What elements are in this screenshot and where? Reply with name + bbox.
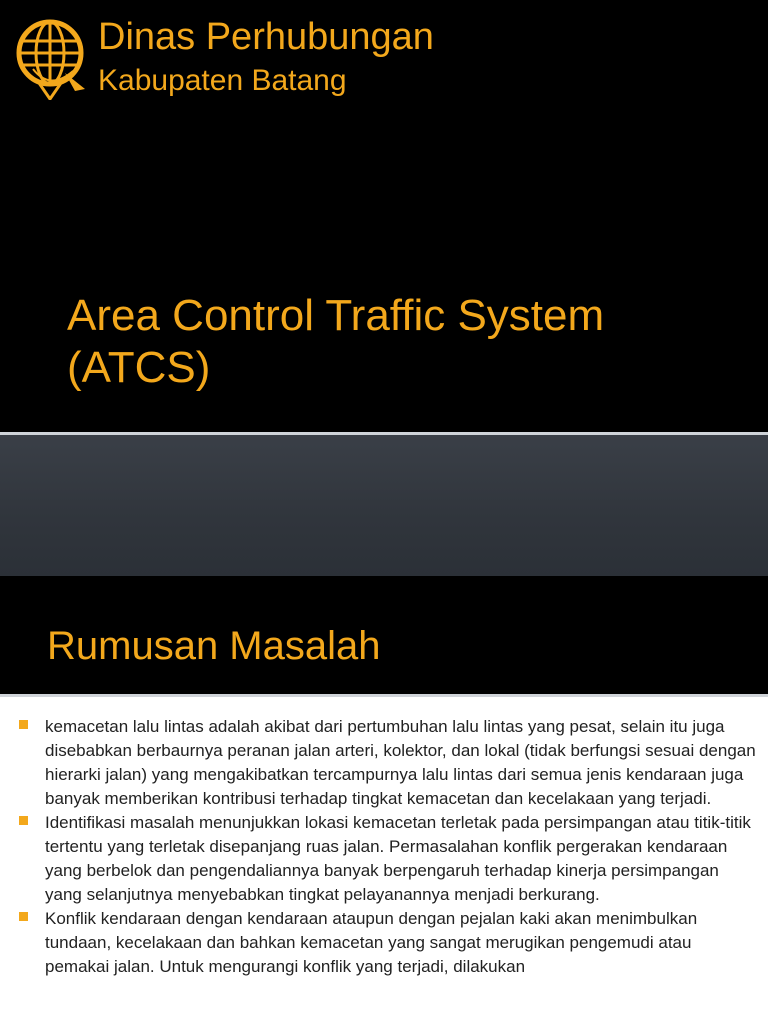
bullet-item — [0, 811, 756, 907]
transport-globe-logo-icon — [13, 13, 91, 100]
bullet-text: kemacetan lalu lintas adalah akibat dari pertumbuhan lalu lintas yang pesat, selain itu juga disebabkan berbaurnya peranan jalan arteri, kolektor, dan lokal (tidak berfungsi sesuai dengan hierarki jalan) yang mengakibatkan tercampurnya lalu lintas dari semua jenis kendaraan juga banyak memberikan kontribusi terhadap tingkat kemacetan dan kecelakaan yang terjadi. — [45, 717, 756, 808]
slide-footer-band — [0, 435, 768, 576]
bullet-item — [0, 715, 756, 811]
agency-subtitle: Kabupaten Batang — [98, 64, 347, 97]
content-body — [0, 697, 768, 1024]
presentation-title: Area Control Traffic System (ATCS) — [67, 291, 605, 392]
agency-name: Dinas Perhubungan — [98, 16, 434, 58]
bullet-text: Identifikasi masalah menunjukkan lokasi kemacetan terletak pada persimpangan atau titik-titik tertentu yang terletak disepanjang ruas jalan. Permasalahan konflik pergerakan kendaraan yang berbelok dan pengendaliannya banyak berpengaruh terhadap kinerja persimpangan yang selanjutnya menyebabkan tingkat pelayanannya menjadi berkurang. — [45, 813, 751, 904]
bullet-item — [0, 907, 756, 979]
square-bullet-icon — [19, 912, 28, 921]
square-bullet-icon — [19, 816, 28, 825]
section-title: Rumusan Masalah — [47, 624, 381, 668]
bullet-list — [0, 697, 768, 979]
bullet-text: Konflik kendaraan dengan kendaraan ataupun dengan pejalan kaki akan menimbulkan tundaan, kecelakaan dan bahkan kemacetan yang sangat merugikan pengemudi atau pemakai jalan. Untuk mengurangi konflik yang terjadi, dilakukan — [45, 909, 698, 976]
square-bullet-icon — [19, 720, 28, 729]
title-slide — [0, 0, 768, 432]
